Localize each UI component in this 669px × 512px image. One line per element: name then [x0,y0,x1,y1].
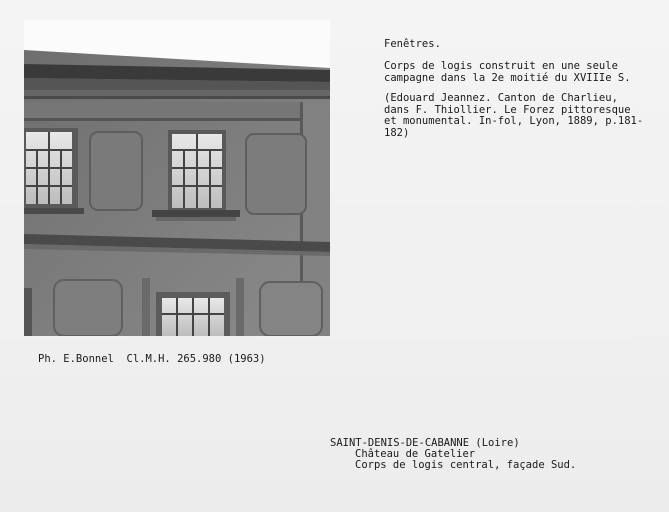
notes-reference: (Edouard Jeannez. Canton de Charlieu, dans F. Thiollier. Le Forez pittoresque et monumental. In-fol, Lyon, 1889, p.181- 182) [384,92,644,139]
notes-description: Corps de logis construit en une seule campagne dans la 2e moitié du XVIIIe S. [384,60,631,84]
location-place: SAINT-DENIS-DE-CABANNE (Loire) [330,437,520,449]
location-detail: Corps de logis central, façade Sud. [355,459,577,471]
facade-photograph [24,20,330,336]
location-building: Château de Gatelier [355,448,476,460]
photo-credit: Ph. E.Bonnel Cl.M.H. 265.980 (1963) [38,353,266,365]
notes-title: Fenêtres. [384,38,441,50]
